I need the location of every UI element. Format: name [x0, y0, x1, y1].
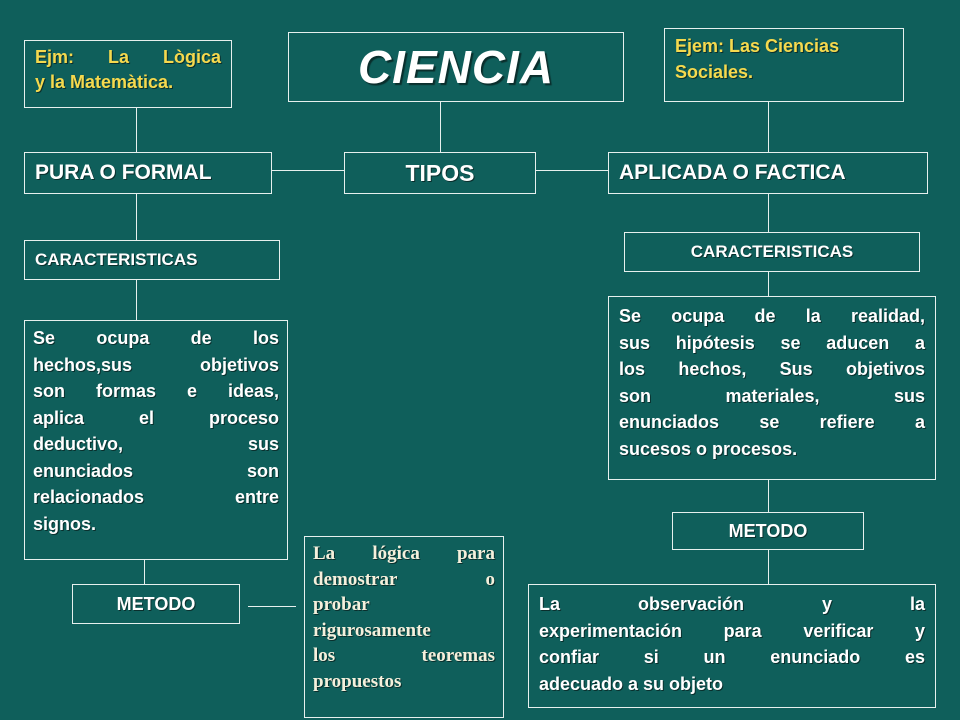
example-right-line-1: Ejem: Las Ciencias [675, 36, 840, 56]
characteristics-left-label: CARACTERISTICAS [35, 250, 198, 269]
title-text: CIENCIA [357, 41, 555, 93]
connector-desc-left-method [144, 560, 145, 584]
logic-line: propuestos [313, 670, 402, 692]
method-right-label: METODO [728, 520, 808, 541]
observation-line: confiar si un enunciado es [539, 647, 925, 667]
observation-box [528, 584, 936, 708]
description-left-line: hechos,sus objetivos [33, 354, 279, 375]
description-left-line: relacionados entre [33, 487, 279, 507]
connector-pure-characteristics [136, 194, 137, 240]
description-right-line: Se ocupa de la realidad, [619, 306, 925, 326]
connector-example-left-pure [136, 108, 137, 152]
logic-line: demostrar o [313, 568, 495, 590]
connector-types-pure [272, 170, 344, 171]
description-right-line: los hechos, Sus objetivos [619, 359, 925, 379]
connector-method-observation [768, 550, 769, 584]
connector-applied-characteristics [768, 194, 769, 232]
example-right-box [664, 28, 904, 102]
connector-characteristics-desc-left [136, 280, 137, 320]
title-box [288, 32, 624, 102]
description-left-line: son formas e ideas, [33, 381, 279, 401]
description-left-line: Se ocupa de los [33, 328, 279, 348]
connector-characteristics-desc-right [768, 272, 769, 296]
description-right-line: sus hipótesis se aducen a [619, 332, 925, 353]
description-left-line: enunciados son [33, 460, 279, 481]
logic-line: La lógica para [313, 543, 495, 564]
logic-line: los teoremas [313, 645, 495, 666]
applied-box [608, 152, 928, 194]
example-right-line-2: Sociales. [675, 62, 754, 82]
description-right-box [608, 296, 936, 480]
description-right-line: sucesos o procesos. [619, 438, 798, 459]
types-box [344, 152, 536, 194]
observation-line: La observación y la [539, 594, 925, 614]
description-right-line: son materiales, sus [619, 385, 925, 406]
description-right-line: enunciados se refiere a [619, 412, 925, 432]
connector-types-applied [536, 170, 608, 171]
logic-line: probar [313, 594, 370, 615]
method-left-box [72, 584, 240, 624]
logic-line: rigurosamente [313, 619, 431, 641]
example-left-line-1: Ejm: La Lògica [35, 47, 221, 67]
example-left-line-2: y la Matemàtica. [35, 72, 174, 92]
description-left-line: aplica el proceso [33, 407, 279, 428]
characteristics-left-box [24, 240, 280, 280]
method-right-box [672, 512, 864, 550]
connector-title-types [440, 102, 441, 152]
connector-example-right-applied [768, 102, 769, 152]
connector-desc-right-method [768, 480, 769, 512]
description-left-line: deductivo, sus [33, 434, 279, 454]
example-left-box [24, 40, 232, 108]
observation-line: experimentación para verificar y [539, 620, 925, 641]
types-label: TIPOS [405, 159, 475, 186]
pure-label: PURA O FORMAL [35, 161, 212, 184]
method-left-label: METODO [116, 593, 196, 614]
characteristics-right-box [624, 232, 920, 272]
description-left-line: signos. [33, 513, 97, 534]
applied-label: APLICADA O FACTICA [619, 161, 846, 184]
observation-line: adecuado a su objeto [539, 673, 724, 694]
description-left-box [24, 320, 288, 560]
pure-box [24, 152, 272, 194]
connector-method-logic [248, 606, 296, 607]
logic-box [304, 536, 504, 718]
characteristics-right-label: CARACTERISTICAS [690, 242, 854, 261]
